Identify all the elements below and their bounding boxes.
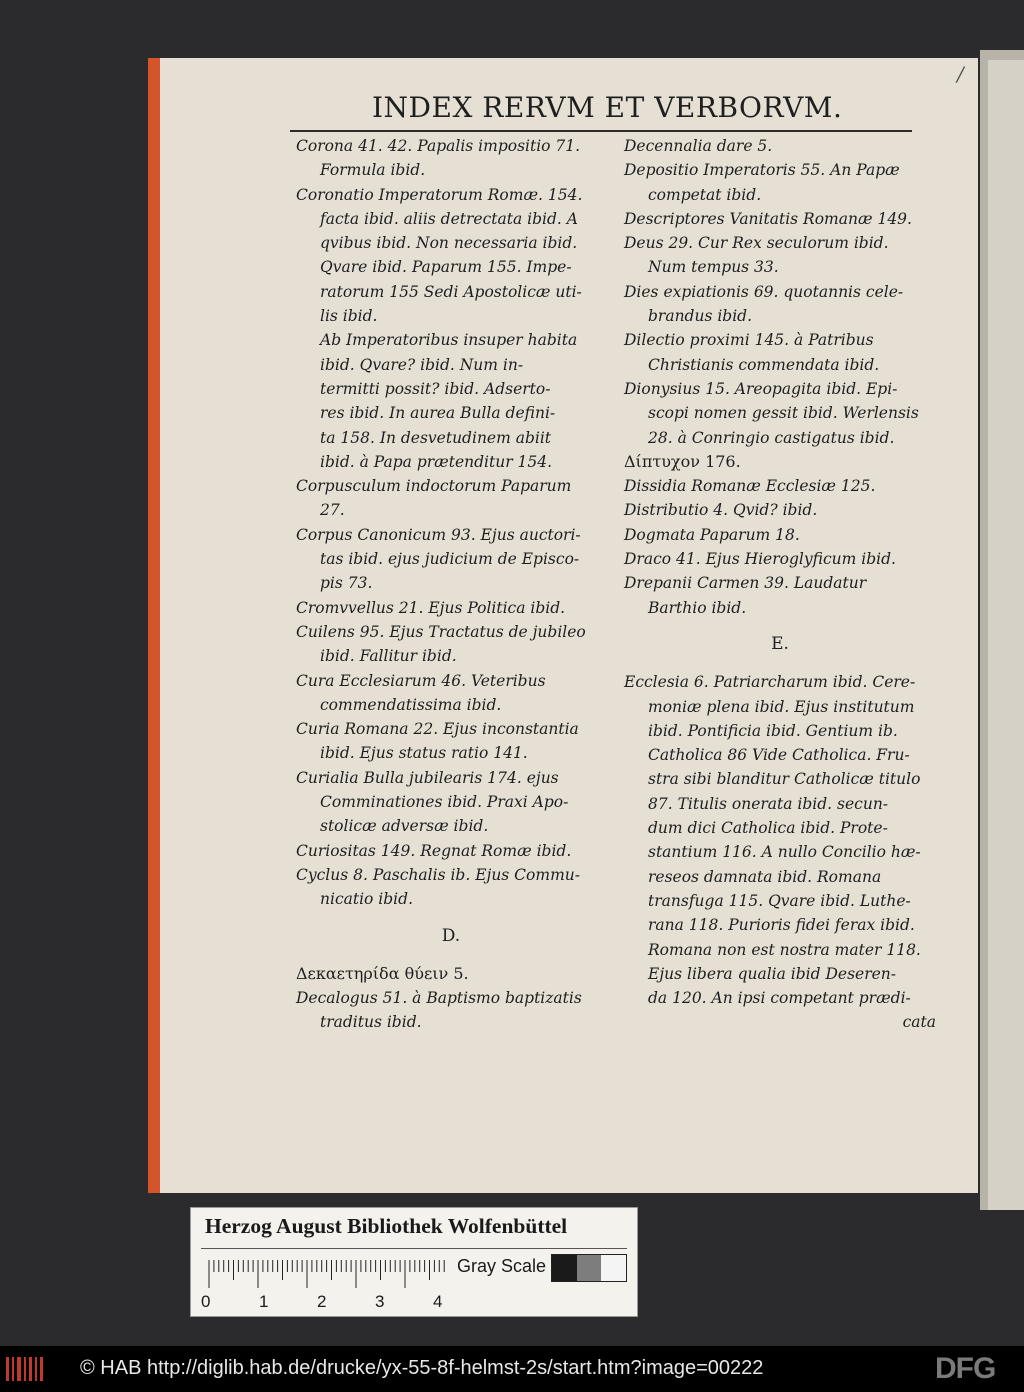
index-entry: Coronatio Imperatorum Romæ. 154. facta ibid. aliis detrectata ibid. A qvibus ibid. Non necessaria ibid. Qvare ibid. Paparum 155. Impe- ratorum 155 Sedi Apostolicæ uti- lis ibid. — [296, 185, 583, 326]
catchword: cata — [902, 1013, 936, 1032]
index-entry: Cura Ecclesiarum 46. Veteribus commendatissima ibid. — [296, 671, 546, 714]
index-entry: Cuilens 95. Ejus Tractatus de jubileo ibid. Fallitur ibid. — [296, 622, 586, 666]
index-entry: Cyclus 8. Paschalis ib. Ejus Commu- nicatio ibid. — [296, 865, 580, 909]
index-entry: Dilectio proximi 145. à Patribus Christianis commendata ibid. — [624, 331, 880, 374]
index-entry: Δεκαετηρίδα θύειν 5. — [296, 963, 469, 983]
index-entry: Decennalia dare 5. — [624, 137, 773, 155]
ruler-number: 4 — [433, 1292, 443, 1311]
gray-swatch — [577, 1255, 602, 1281]
gray-scale-label: Gray Scale — [457, 1256, 547, 1276]
index-entry: Cromvvellus 21. Ejus Politica ibid. — [296, 598, 566, 617]
ruler-scale — [205, 1260, 445, 1290]
barcode-logo-icon — [4, 1354, 46, 1384]
index-entry: Decalogus 51. à Baptismo baptizatis traditus ibid. — [296, 989, 582, 1032]
index-entry: Dionysius 15. Areopagita ibid. Epi- scopi nomen gessit ibid. Werlensis 28. à Conringio castigatus ibid. — [624, 379, 919, 447]
ruler-number: 1 — [259, 1292, 269, 1311]
index-entry: Dogmata Paparum 18. — [624, 525, 800, 544]
ruler-number: 0 — [201, 1292, 211, 1311]
index-entry: Dies expiationis 69. quotannis cele- brandus ibid. — [624, 282, 904, 326]
index-column-right — [624, 134, 936, 1035]
index-entry: Draco 41. Ejus Hieroglyficum ibid. — [624, 550, 896, 569]
ruler-number: 2 — [317, 1292, 327, 1311]
library-name: Herzog August Bibliothek Wolfenbüttel — [205, 1214, 568, 1238]
footer-copyright-link[interactable]: © HAB http://diglib.hab.de/drucke/yx-55-8f-helmst-2s/start.htm?image=00222 — [80, 1357, 764, 1379]
gray-scale-swatches — [551, 1254, 627, 1282]
index-column-left — [296, 134, 606, 1035]
gray-swatch — [552, 1255, 577, 1281]
page-corner-mark: / — [957, 62, 964, 86]
index-entry: Dissidia Romanæ Ecclesiæ 125. — [624, 477, 876, 496]
index-entry: Curiositas 149. Regnat Romæ ibid. — [296, 841, 572, 860]
index-entry: Corpusculum indoctorum Paparum 27. — [296, 477, 572, 520]
section-letter: E. — [771, 633, 789, 654]
index-entry: Ecclesia 6. Patriarcharum ibid. Cere- moniæ plena ibid. Ejus institutum ibid. Pontificia ibid. Gentium ib. Catholica 86 Vide Catholica. Fru- stra sibi blanditur Catholicæ titulo 87. Titulis onerata ibid. secun- dum dici Catholica ibid. Prote- stantium 116. A nullo Concilio hæ- reseos damnata ibid. Romana transfuga 115. Qvare ibid. Luthe- rana 118. Purioris fidei ferax ibid. Romana non est nostra mater 118. Ejus libera qualia ibid Deseren- da 120. An ipsi competant prædi- — [624, 673, 921, 1008]
index-entry: Drepanii Carmen 39. Laudatur Barthio ibid. — [624, 574, 867, 617]
running-head: INDEX RERVM ET VERBORVM. — [372, 91, 843, 124]
index-subentry: Ab Imperatoribus insuper habita ibid. Qvare? ibid. Num in- termitti possit? ibid. Adserto- res ibid. In aurea Bulla defini- ta 158. In desvetudinem abiit ibid. à Papa prætenditur 154. — [320, 331, 578, 471]
index-entry: Curia Romana 22. Ejus inconstantia ibid. Ejus status ratio 141. — [296, 720, 579, 763]
ruler-number: 3 — [375, 1292, 385, 1311]
adjacent-page — [988, 60, 1024, 1210]
index-entry: Deus 29. Cur Rex seculorum ibid. Num tempus 33. — [624, 234, 889, 277]
index-entry: Δίπτυχον 176. — [624, 451, 741, 471]
index-entry: Corona 41. 42. Papalis impositio 71. Formula ibid. — [296, 137, 581, 180]
index-entry: Descriptores Vanitatis Romanæ 149. — [624, 209, 912, 228]
dfg-logo: DFG — [935, 1352, 996, 1385]
gray-swatch — [601, 1255, 626, 1281]
section-letter: D. — [441, 925, 461, 946]
color-calibration-card — [190, 1207, 638, 1317]
card-divider — [201, 1248, 627, 1249]
index-entry: Depositio Imperatoris 55. An Papæ competat ibid. — [624, 161, 900, 204]
index-entry: Curialia Bulla jubilearis 174. ejus Comminationes ibid. Praxi Apo- stolicæ adversæ ibid. — [296, 768, 569, 836]
index-entry: Corpus Canonicum 93. Ejus auctori- tas ibid. ejus judicium de Episco- pis 73. — [296, 525, 581, 593]
head-rule — [290, 130, 912, 132]
index-entry: Distributio 4. Qvid? ibid. — [624, 501, 818, 520]
